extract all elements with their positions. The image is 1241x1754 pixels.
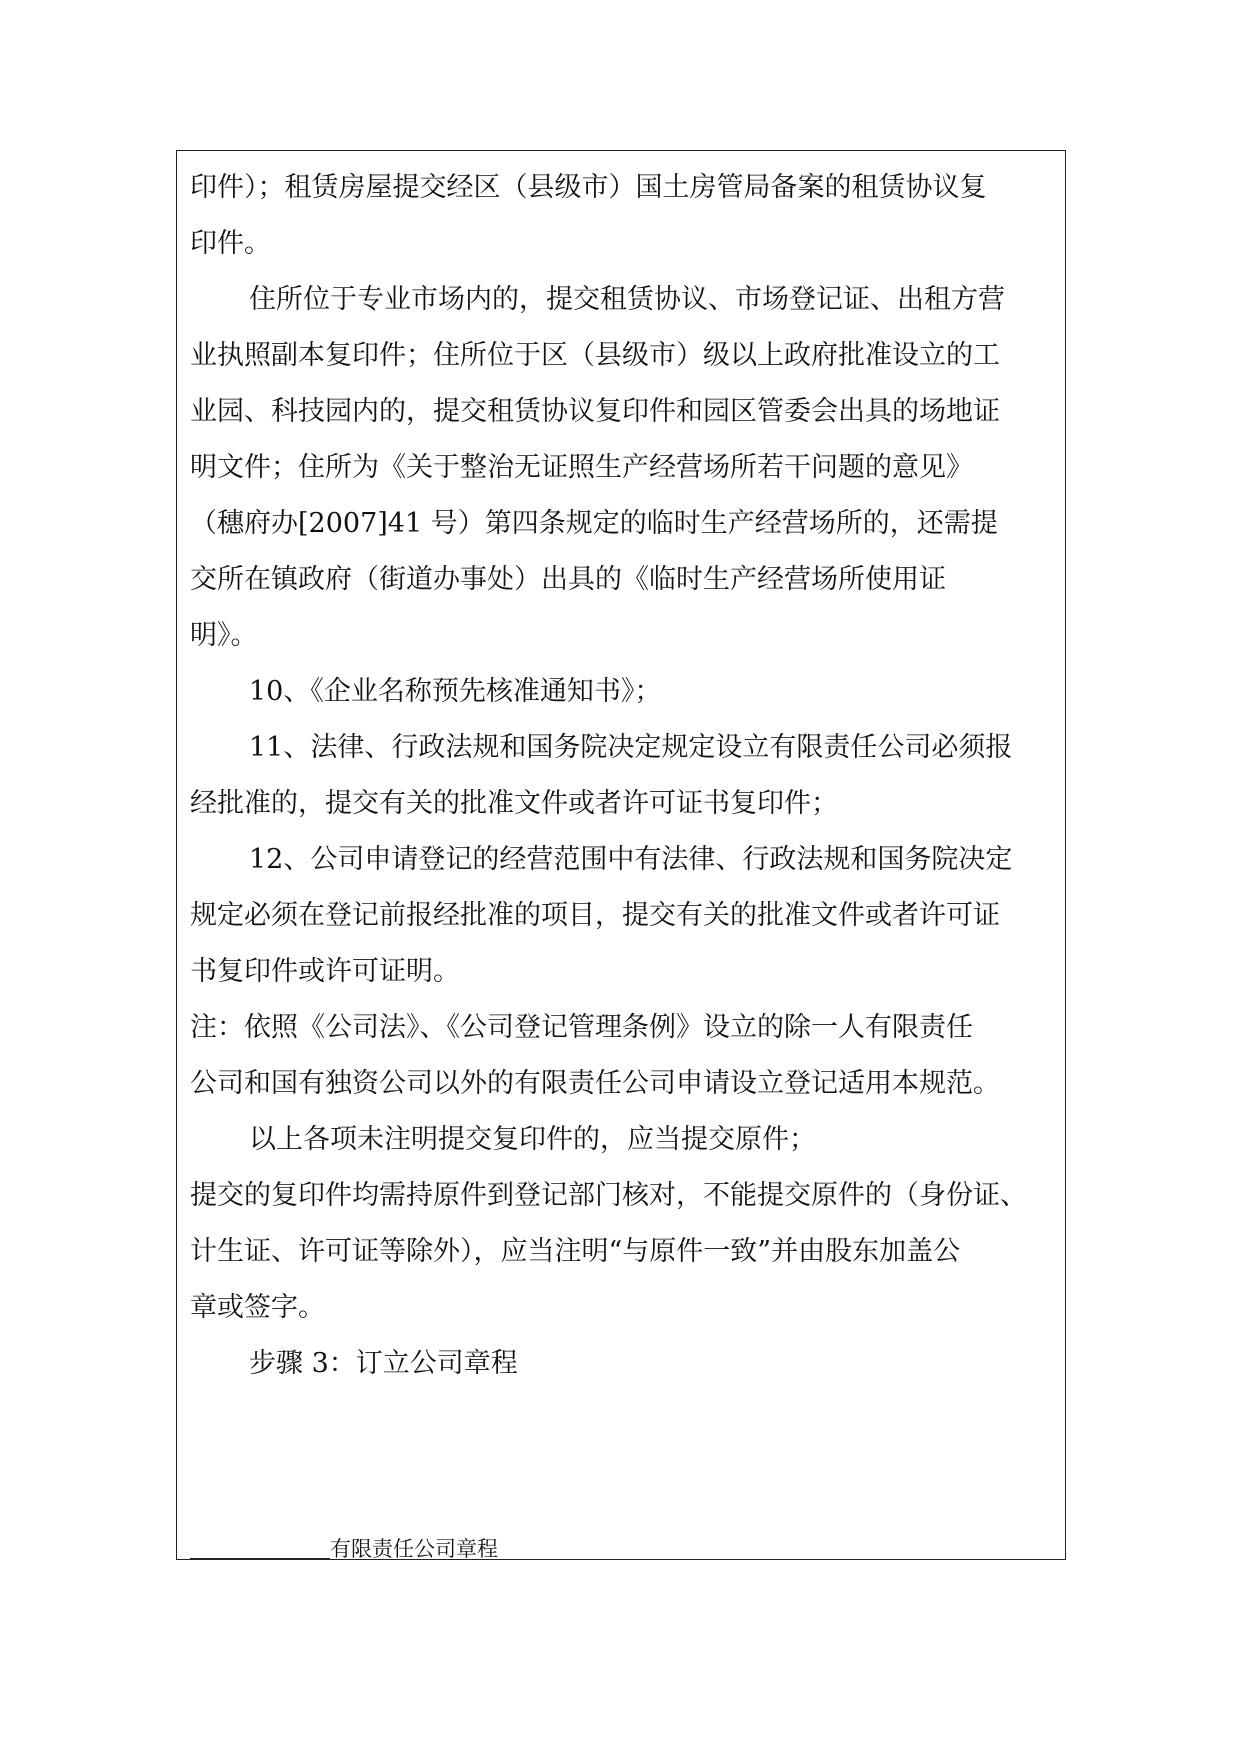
text-line: 业执照副本复印件；住所位于区（县级市）级以上政府批准设立的工	[190, 340, 1000, 371]
text-line: 经批准的，提交有关的批准文件或者许可证书复印件；	[190, 788, 838, 819]
text-line: 10、《企业名称预先核准通知书》；	[249, 676, 662, 707]
text-line: 明文件；住所为《关于整治无证照生产经营场所若干问题的意见》	[190, 452, 973, 483]
document-frame	[176, 150, 1066, 1560]
text-line: 12、公司申请登记的经营范围中有法律、行政法规和国务院决定	[249, 844, 1013, 875]
text-line: 章或签字。	[190, 1292, 325, 1323]
text-line: 提交的复印件均需持原件到登记部门核对，不能提交原件的（身份证、	[190, 1180, 1027, 1211]
text-line: 计生证、许可证等除外），应当注明“与原件一致”并由股东加盖公	[190, 1236, 961, 1267]
text-line: 11、法律、行政法规和国务院决定规定设立有限责任公司必须报	[249, 732, 1013, 763]
text-line: 印件。	[190, 228, 271, 259]
text-line: （穗府办[2007]41 号）第四条规定的临时生产经营场所的，还需提	[190, 508, 998, 539]
text-line: 以上各项未注明提交复印件的，应当提交原件；	[249, 1124, 816, 1155]
text-line: 明》。	[190, 620, 258, 651]
text-line: 印件）；租赁房屋提交经区（县级市）国土房管局备案的租赁协议复	[190, 172, 987, 203]
text-line: 业园、科技园内的，提交租赁协议复印件和园区管委会出具的场地证	[190, 396, 1000, 427]
charter-title-label: 有限责任公司章程	[330, 1537, 498, 1561]
company-name-blank	[190, 1538, 330, 1559]
text-line: 规定必须在登记前报经批准的项目，提交有关的批准文件或者许可证	[190, 900, 1000, 931]
step-heading: 步骤 3：订立公司章程	[249, 1348, 518, 1379]
note-line: 注：依照《公司法》、《公司登记管理条例》设立的除一人有限责任	[190, 1012, 973, 1043]
text-line: 住所位于专业市场内的，提交租赁协议、市场登记证、出租方营	[249, 284, 1005, 315]
text-line: 书复印件或许可证明。	[190, 956, 460, 987]
charter-title-line	[190, 1536, 498, 1562]
note-line: 公司和国有独资公司以外的有限责任公司申请设立登记适用本规范。	[190, 1068, 1000, 1099]
text-line: 交所在镇政府（街道办事处）出具的《临时生产经营场所使用证	[190, 564, 946, 595]
